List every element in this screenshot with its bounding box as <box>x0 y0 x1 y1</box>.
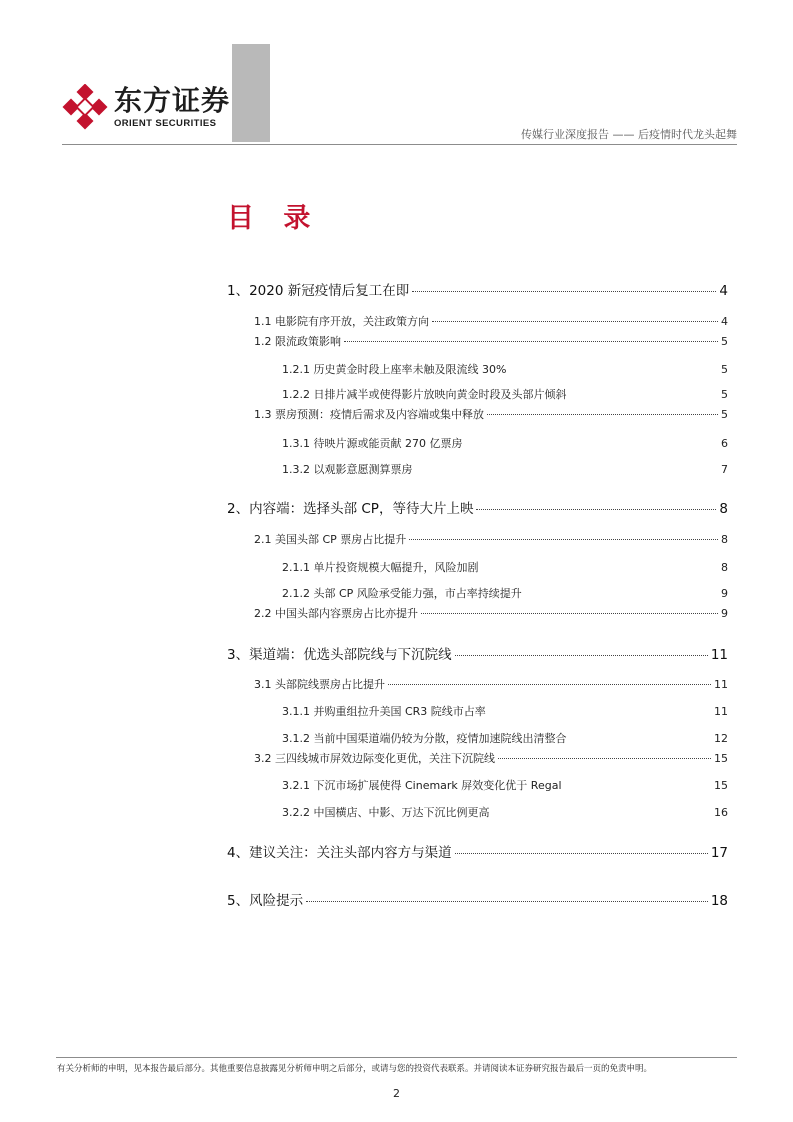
toc-entry-level2[interactable] <box>254 531 728 547</box>
toc-entry-level2[interactable] <box>254 313 728 329</box>
toc-entry-title: 1.2 限流政策影响 <box>254 335 341 348</box>
toc-entry-page: 8 <box>719 501 728 517</box>
toc-entry-title: 3.1.1 并购重组拉升美国 CR3 院线市占率 <box>282 705 486 718</box>
toc-entry-page: 11 <box>714 705 728 718</box>
toc-dot-leader <box>344 341 718 342</box>
toc-title: 目 录 <box>227 203 321 234</box>
toc-entry-page: 5 <box>721 388 728 401</box>
report-title: 传媒行业深度报告 —— 后疫情时代龙头起舞 <box>521 128 737 141</box>
toc-entry-page: 8 <box>721 533 728 546</box>
toc-dot-leader <box>409 539 718 540</box>
orient-securities-logo-icon <box>62 84 108 130</box>
toc-entry-level1[interactable] <box>227 889 728 909</box>
page-number: 2 <box>393 1087 400 1100</box>
header-divider <box>62 144 737 145</box>
toc-entry-page: 5 <box>721 408 728 421</box>
toc-entry-page: 4 <box>721 315 728 328</box>
toc-entry-page: 11 <box>714 678 728 691</box>
toc-entry-level2[interactable] <box>254 605 728 621</box>
toc-dot-leader <box>388 684 711 685</box>
toc-dot-leader <box>421 613 718 614</box>
toc-dot-leader <box>306 901 708 902</box>
toc-entry-level2[interactable] <box>254 750 728 766</box>
toc-dot-leader <box>412 291 716 292</box>
brand-name-en: ORIENT SECURITIES <box>114 118 217 129</box>
toc-entry-title: 5、风险提示 <box>227 893 304 909</box>
toc-entry-level3[interactable] <box>282 386 728 402</box>
toc-entry-level3[interactable] <box>282 361 728 377</box>
toc-dot-leader <box>455 853 708 854</box>
toc-entry-page: 5 <box>721 335 728 348</box>
toc-entry-title: 1、2020 新冠疫情后复工在即 <box>227 283 410 299</box>
toc-entry-title: 3.2.1 下沉市场扩展使得 Cinemark 屏效变化优于 Regal <box>282 779 562 792</box>
toc-entry-level2[interactable] <box>254 676 728 692</box>
toc-entry-title: 1.3.1 待映片源或能贡献 270 亿票房 <box>282 437 463 450</box>
toc-dot-leader <box>487 414 718 415</box>
toc-entry-level3[interactable] <box>282 703 728 719</box>
toc-entry-title: 2.1 美国头部 CP 票房占比提升 <box>254 533 407 546</box>
toc-entry-title: 1.2.1 历史黄金时段上座率未触及限流线 30% <box>282 363 507 376</box>
toc-entry-title: 1.2.2 日排片减半或使得影片放映向黄金时段及头部片倾斜 <box>282 388 567 401</box>
toc-entry-level3[interactable] <box>282 461 728 477</box>
toc-entry-title: 2.1.1 单片投资规模大幅提升，风险加剧 <box>282 561 479 574</box>
toc-entry-level3[interactable] <box>282 730 728 746</box>
toc-entry-title: 3、渠道端：优选头部院线与下沉院线 <box>227 647 452 663</box>
toc-entry-title: 1.3.2 以观影意愿测算票房 <box>282 463 413 476</box>
toc-dot-leader <box>432 321 718 322</box>
toc-entry-page: 15 <box>714 779 728 792</box>
toc-entry-page: 18 <box>710 893 728 909</box>
toc-entry-level3[interactable] <box>282 559 728 575</box>
analyst-disclaimer: 有关分析师的申明，见本报告最后部分。其他重要信息披露见分析师申明之后部分，或请与您的投资代表联系。并请阅读本证券研究报告最后一页的免责申明。 <box>57 1064 653 1074</box>
toc-entry-page: 9 <box>721 587 728 600</box>
brand-name-cn: 东方证券 <box>114 84 231 117</box>
toc-dot-leader <box>476 509 716 510</box>
toc-entry-page: 16 <box>714 806 728 819</box>
toc-entry-title: 3.1.2 当前中国渠道端仍较为分散，疫情加速院线出清整合 <box>282 732 567 745</box>
toc-entry-level1[interactable] <box>227 643 728 663</box>
toc-entry-title: 3.2 三四线城市屏效边际变化更优，关注下沉院线 <box>254 752 495 765</box>
toc-entry-page: 4 <box>719 283 728 299</box>
toc-entry-page: 6 <box>721 437 728 450</box>
toc-entry-level1[interactable] <box>227 841 728 861</box>
toc-entry-level1[interactable] <box>227 279 728 299</box>
toc-entry-level2[interactable] <box>254 333 728 349</box>
toc-entry-level3[interactable] <box>282 585 728 601</box>
toc-entry-page: 7 <box>721 463 728 476</box>
footer-divider <box>56 1057 737 1058</box>
toc-entry-title: 2.2 中国头部内容票房占比亦提升 <box>254 607 418 620</box>
brand-logo <box>62 84 262 134</box>
toc-entry-title: 2.1.2 头部 CP 风险承受能力强，市占率持续提升 <box>282 587 522 600</box>
toc-entry-level1[interactable] <box>227 497 728 517</box>
toc-entry-title: 1.3 票房预测：疫情后需求及内容端或集中释放 <box>254 408 484 421</box>
toc-entry-title: 3.2.2 中国横店、中影、万达下沉比例更高 <box>282 806 490 819</box>
toc-entry-title: 2、内容端：选择头部 CP，等待大片上映 <box>227 501 474 517</box>
toc-entry-page: 12 <box>714 732 728 745</box>
toc-entry-title: 3.1 头部院线票房占比提升 <box>254 678 385 691</box>
toc-entry-page: 9 <box>721 607 728 620</box>
toc-entry-level3[interactable] <box>282 435 728 451</box>
toc-entry-level2[interactable] <box>254 406 728 422</box>
toc-entry-level3[interactable] <box>282 804 728 820</box>
toc-entry-title: 4、建议关注：关注头部内容方与渠道 <box>227 845 452 861</box>
toc-entry-page: 8 <box>721 561 728 574</box>
toc-entry-page: 11 <box>710 647 728 663</box>
toc-entry-page: 5 <box>721 363 728 376</box>
toc-entry-page: 17 <box>710 845 728 861</box>
toc-entry-level3[interactable] <box>282 777 728 793</box>
toc-entry-title: 1.1 电影院有序开放，关注政策方向 <box>254 315 429 328</box>
toc-dot-leader <box>498 758 711 759</box>
toc-entry-page: 15 <box>714 752 728 765</box>
toc-dot-leader <box>455 655 708 656</box>
